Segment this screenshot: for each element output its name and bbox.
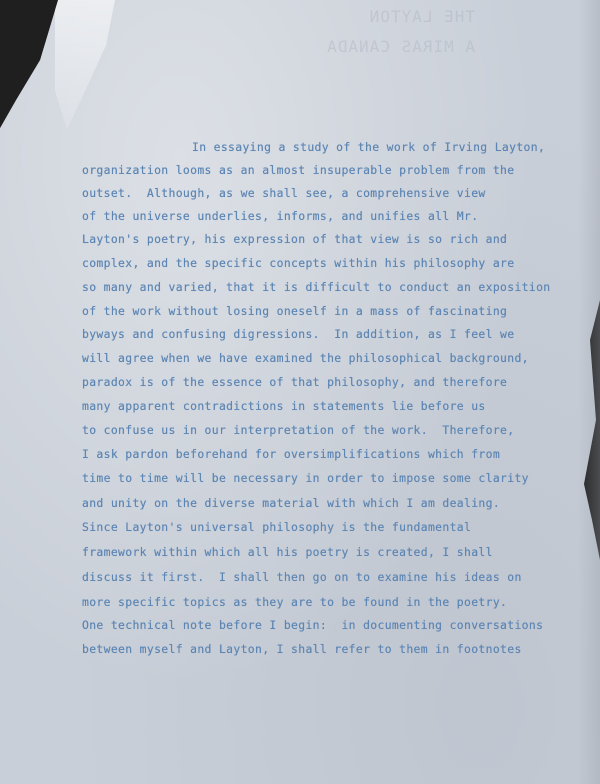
text-line: to confuse us in our interpretation of the work. Therefore, <box>82 423 515 437</box>
text-line: of the work without losing oneself in a mass of fascinating <box>82 304 508 318</box>
text-line: many apparent contradictions in statements lie before us <box>82 399 486 413</box>
text-line: outset. Although, as we shall see, a comprehensive view <box>82 186 486 200</box>
bleed-line: A MIRAS CANADA <box>326 37 475 56</box>
text-line: One technical note before I begin: in documenting conversations <box>82 618 544 632</box>
text-line: organization looms as an almost insuperable problem from the <box>82 163 515 177</box>
text-line: time to time will be necessary in order to impose some clarity <box>82 471 529 485</box>
text-line: more specific topics as they are to be found in the poetry. <box>82 595 508 609</box>
text-line: framework within which all his poetry is created, I shall <box>82 545 493 559</box>
text-line: byways and confusing digressions. In addition, as I feel we <box>82 327 515 341</box>
bleed-line: THE LAYTON <box>368 7 475 26</box>
text-line: and unity on the diverse material with which I am dealing. <box>82 496 501 510</box>
text-line: Layton's poetry, his expression of that view is so rich and <box>82 232 508 246</box>
text-line: so many and varied, that it is difficult to conduct an exposition <box>82 280 551 294</box>
text-line: paradox is of the essence of that philosophy, and therefore <box>82 375 508 389</box>
text-line: complex, and the specific concepts within his philosophy are <box>82 256 515 270</box>
text-line: between myself and Layton, I shall refer to them in footnotes <box>82 642 522 656</box>
text-line: I ask pardon beforehand for oversimplifications which from <box>82 447 501 461</box>
text-line: of the universe underlies, informs, and unifies all Mr. <box>82 209 479 223</box>
text-line: discuss it first. I shall then go on to examine his ideas on <box>82 570 522 584</box>
text-line: In essaying a study of the work of Irving Layton, <box>192 140 546 154</box>
text-line: Since Layton's universal philosophy is the fundamental <box>82 520 472 534</box>
text-line: will agree when we have examined the philosophical background, <box>82 351 529 365</box>
